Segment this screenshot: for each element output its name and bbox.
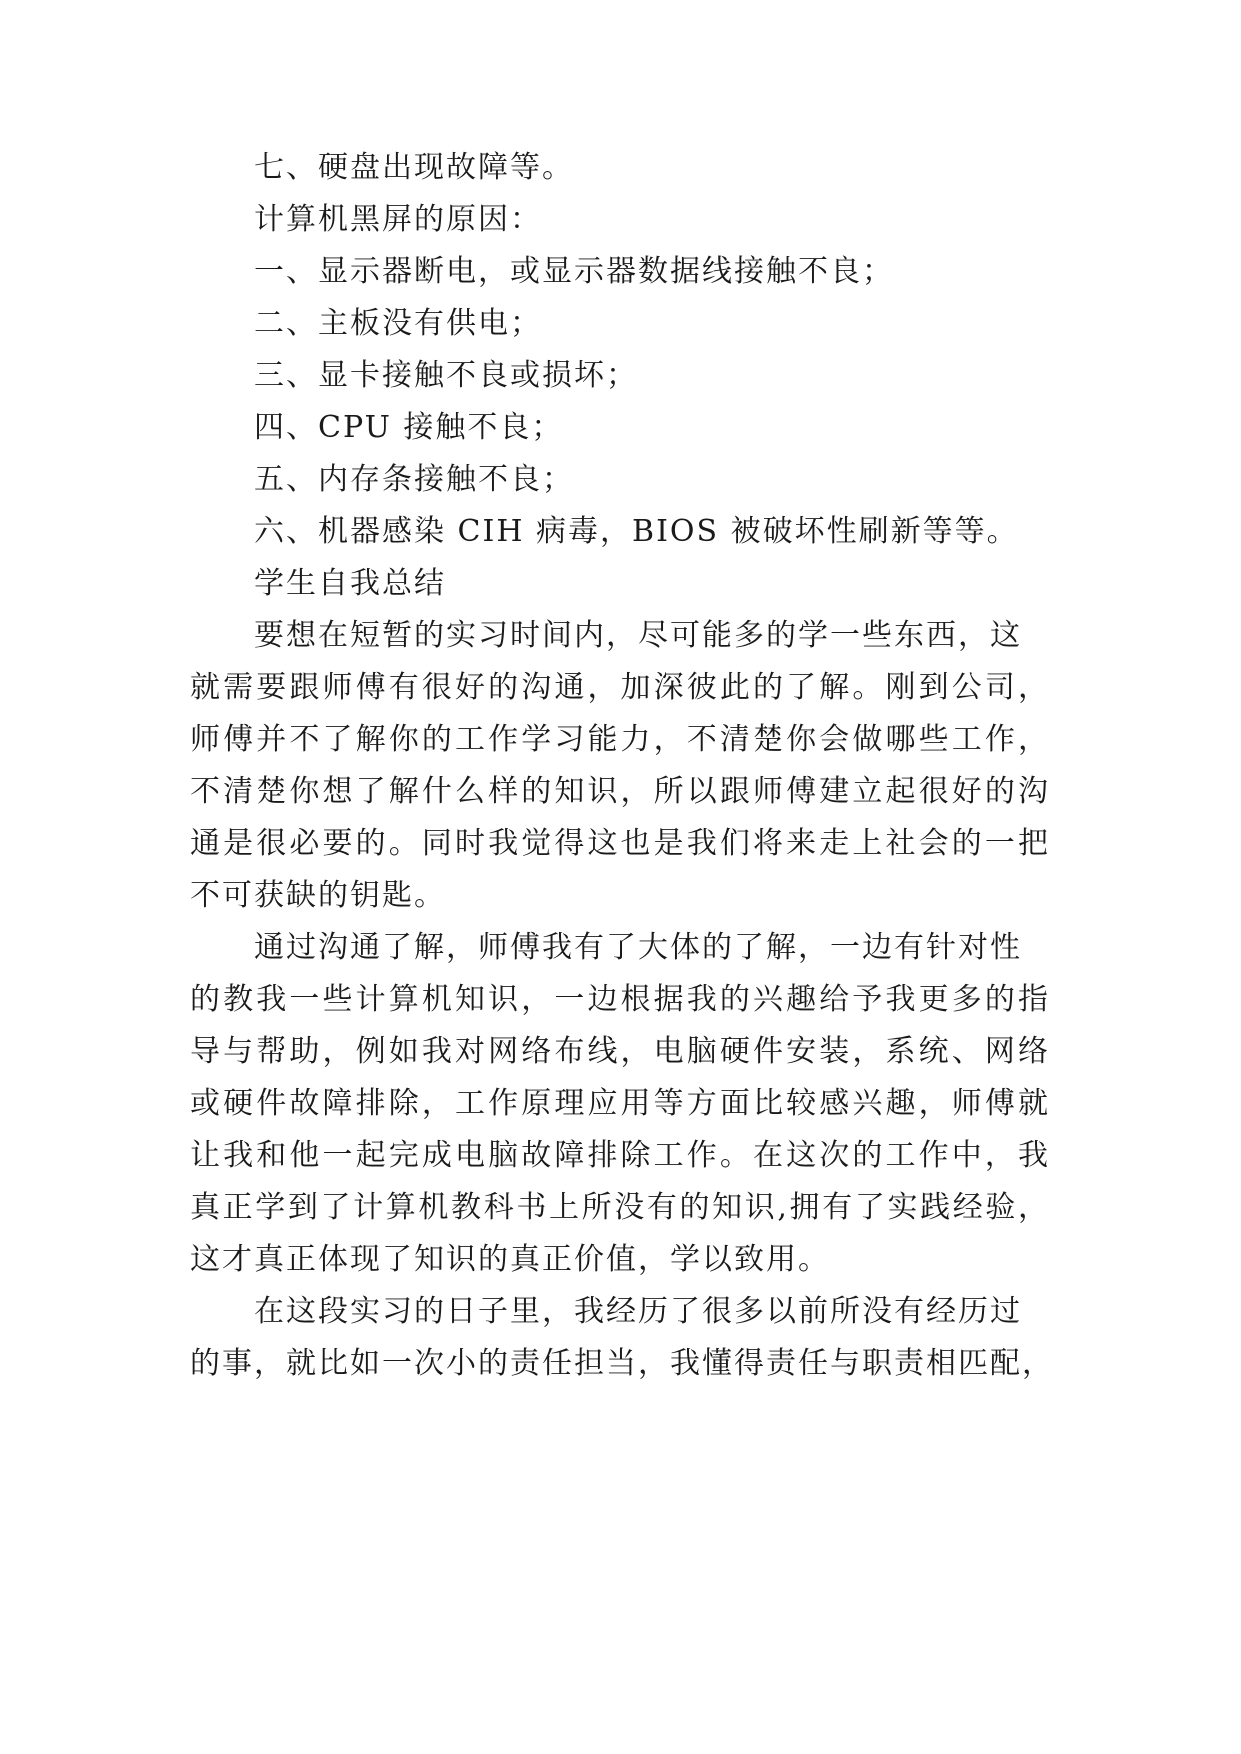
paragraph-line: 或硬件故障排除，工作原理应用等方面比较感兴趣，师傅就: [190, 1086, 1050, 1121]
list-item: 五、内存条接触不良；: [254, 462, 574, 497]
list-item: 七、硬盘出现故障等。: [254, 150, 574, 185]
paragraph-line: 不可获缺的钥匙。: [190, 878, 446, 913]
paragraph-line: 的教我一些计算机知识，一边根据我的兴趣给予我更多的指: [190, 982, 1050, 1017]
paragraph-line: 导与帮助，例如我对网络布线，电脑硬件安装，系统、网络: [190, 1034, 1050, 1069]
list-item: 四、CPU 接触不良；: [254, 410, 564, 445]
list-item: 一、显示器断电，或显示器数据线接触不良；: [254, 254, 894, 289]
list-item: 三、显卡接触不良或损坏；: [254, 358, 638, 393]
section-heading-self-summary: 学生自我总结: [254, 566, 446, 601]
paragraph-line: 真正学到了计算机教科书上所没有的知识,拥有了实践经验，: [190, 1190, 1050, 1225]
list-item: 六、机器感染 CIH 病毒，BIOS 被破坏性刷新等等。: [254, 514, 1019, 549]
paragraph-line: 就需要跟师傅有很好的沟通，加深彼此的了解。刚到公司，: [190, 670, 1050, 705]
paragraph-line: 在这段实习的日子里，我经历了很多以前所没有经历过: [254, 1294, 1022, 1329]
list-item: 二、主板没有供电；: [254, 306, 542, 341]
document-body: [190, 0, 1054, 1754]
section-heading-black-screen: 计算机黑屏的原因：: [254, 202, 542, 237]
paragraph-line: 这才真正体现了知识的真正价值，学以致用。: [190, 1242, 830, 1277]
paragraph-line: 的事，就比如一次小的责任担当，我懂得责任与职责相匹配，: [190, 1346, 1054, 1381]
paragraph-line: 让我和他一起完成电脑故障排除工作。在这次的工作中，我: [190, 1138, 1050, 1173]
paragraph-line: 通过沟通了解，师傅我有了大体的了解，一边有针对性: [254, 930, 1022, 965]
paragraph-line: 师傅并不了解你的工作学习能力，不清楚你会做哪些工作，: [190, 722, 1050, 757]
paragraph-line: 要想在短暂的实习时间内，尽可能多的学一些东西，这: [254, 618, 1022, 653]
paragraph-line: 不清楚你想了解什么样的知识，所以跟师傅建立起很好的沟: [190, 774, 1050, 809]
paragraph-line: 通是很必要的。同时我觉得这也是我们将来走上社会的一把: [190, 826, 1050, 861]
